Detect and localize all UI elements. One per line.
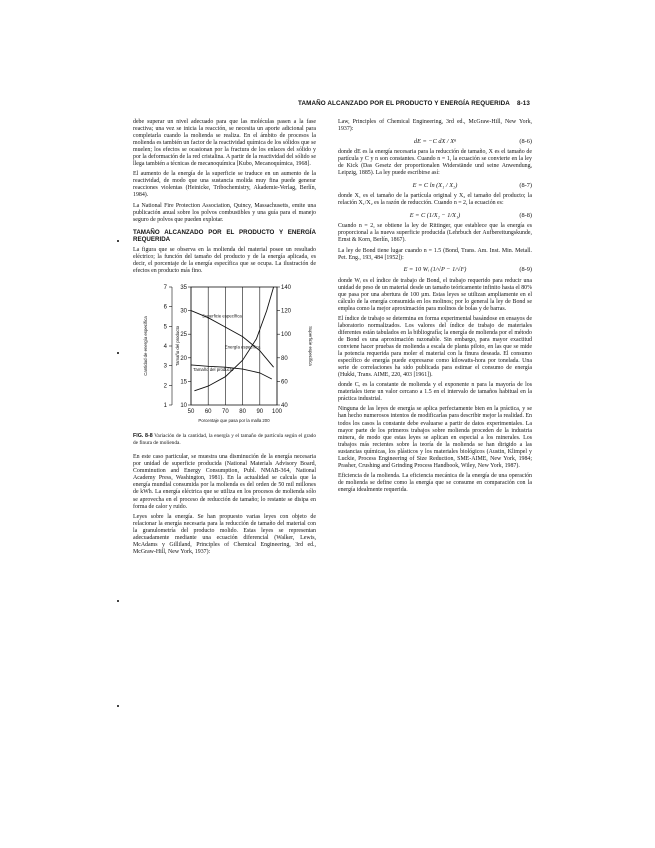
paragraph: El aumento de la energía de la superficie se traduce en un aumento de la reactividad, de modo que una sustancia molida muy fina puede generar reacciones violentas (Heinicke, Tribochemistry, Akademie-Verlag, Berlín, 1984). [133, 171, 316, 199]
paragraph: donde Wᵢ es el índice de trabajo de Bond, el trabajo requerido para reducir una unidad de peso de un material desde un tamaño teóricamente infinito hasta el 80% que pasa por una abertura de 100 µm. Estas leyes se utilizan ampliamente en el cálculo de la energía consumida en los molinos; por lo general la ley de Bond se emplea como la mejor aproximación para molinos de bolas y de barras. [338, 277, 532, 312]
y-axis-label-left-inner: Tamaño del producto [175, 326, 180, 367]
paragraph: Law, Principles of Chemical Engineering, 3rd ed., McGraw-Hill, New York, 1937): [338, 119, 532, 133]
curve-label: Superficie específica [202, 314, 242, 320]
x-tick-label: 80 [239, 409, 246, 416]
paragraph: La figura que se observa en la molienda del material posee un resultado eléctrico; la función del tamaño del producto y de la energía aplicada, es decir, el porcentaje de la energía específica que se ocupa. La ilustración de efectos en producto más fino. [133, 247, 316, 275]
curve-label: Tamaño del producto [193, 367, 234, 373]
y-tick-label: 7 [163, 285, 167, 292]
scan-mark [117, 705, 119, 707]
chart-svg [139, 279, 315, 431]
equation-4 [338, 265, 532, 275]
paragraph: Leyes sobre la energía. Se han propuesto varias leyes con objeto de relacionar la energía necesaria para la reducción de tamaño del material con la granulometría del producto molido. Estas leyes se representan adecuadamente mediante una ecuación diferencial (Walker, Lewis, McAdams y Gilliland, Principles of Chemical Engineering, 3rd ed., McGraw-Hill, New York, 1937): [133, 513, 316, 555]
y-tick-label: 3 [163, 364, 167, 371]
x-tick-label: 100 [271, 409, 283, 416]
figure-caption [133, 433, 316, 446]
equation-number: (8-8) [519, 211, 532, 219]
y-tick-label: 30 [180, 309, 187, 316]
equation-2 [338, 180, 532, 190]
left-column [133, 119, 316, 559]
equation-text: E = C ln (X₁ / X₂) [412, 181, 458, 189]
scan-mark [117, 600, 119, 602]
y-axis-label-left-outer: Cantidad de energía específica [143, 316, 148, 377]
y-tick-label: 100 [281, 332, 292, 339]
figure-chart [139, 279, 315, 431]
y-tick-label: 5 [163, 324, 167, 331]
paragraph: donde Cₑ es la constante de molienda y el exponente n para la mayoría de los materiales tiene un valor cercano a 1.5 en el intervalo de tamaños habitual en la práctica industrial. [338, 382, 532, 403]
equation-number: (8-9) [519, 266, 532, 274]
y-tick-label: 15 [180, 379, 187, 386]
y-tick-label: 20 [180, 356, 187, 363]
series-line [194, 287, 273, 391]
paragraph: La National Fire Protection Association, Quincy, Massachusetts, emite una publicación anual sobre los polvos combustibles y una guía para el manejo seguro de polvos que pueden explotar. [133, 202, 316, 223]
paragraph: donde X₁ es el tamaño de la partícula original y X₂ el tamaño del producto; la relación X₁/X₂ es la razón de reducción. Cuando n = 2, la ecuación es: [338, 193, 532, 207]
scan-mark [117, 240, 119, 242]
paragraph: La ley de Bond tiene lugar cuando n = 1.5 (Bond, Trans. Am. Inst. Min. Metall. Pet. Eng., 193, 484 [1952]): [338, 247, 532, 261]
equation-number: (8-7) [519, 181, 532, 189]
y-tick-label: 4 [163, 344, 167, 351]
y-tick-label: 140 [281, 285, 292, 292]
caption-text: Variación de la cantidad, la energía y el tamaño de partícula según el grado de finura de molienda. [133, 433, 316, 446]
y-tick-label: 35 [180, 285, 187, 292]
paragraph: donde dE es la energía necesaria para la reducción de tamaño, X es el tamaño de partícula y C y n son constantes. Cuando n = 1, la ecuación se convierte en la ley de Kick (Das Gesetz der proportionalen Widerstände und seine Anwendung, Leipzig, 1885). La ley puede escribirse así: [338, 149, 532, 177]
y-tick-label: 10 [180, 403, 187, 410]
equation-text: dE = −C dX / Xⁿ [413, 137, 457, 145]
equation-text: E = 10 Wᵢ (1/√P − 1/√F) [403, 266, 467, 274]
y-tick-label: 120 [281, 309, 292, 316]
paragraph: debe superar un nivel adecuado para que las moléculas pasen a la fase reactiva; una vez se inicia la reacción, se necesita un aporte adicional para completarla cuando la molienda se realiza. En el ámbito de procesos la molienda es también un factor de la reactividad química de los sólidos que se muelen; los efectos se ocasionan por la fractura de los enlaces del sólido y por la deformación de la red cristalina. A partir de la reactividad del sólido se llega también a técnicas de mecanoquímica [Kubo, Mecanoquímica, 1968]. [133, 119, 316, 168]
scan-mark [117, 352, 119, 354]
caption-label: FIG. 8-8 [133, 433, 153, 440]
y-tick-label: 1 [163, 403, 167, 410]
y-tick-label: 25 [180, 332, 187, 339]
x-tick-label: 50 [187, 409, 195, 416]
paragraph: Eficiencia de la molienda. La eficiencia mecánica de la energía de una operación de molienda se define como la energía que se consume en comparación con la energía idealmente requerida. [338, 472, 532, 493]
y-tick-label: 6 [163, 305, 167, 312]
section-heading: TAMAÑO ALCANZADO POR EL PRODUCTO Y ENERGÍA REQUERIDA [133, 228, 316, 243]
paragraph: Cuando n = 2, se obtiene la ley de Rittinger, que establece que la energía es proporcional a la nueva superficie producida (Lehrbuch der Aufbereitungskunde, Ernst & Korn, Berlín, 1867). [338, 223, 532, 244]
running-head-title: TAMAÑO ALCANZADO POR EL PRODUCTO Y ENERGÍA REQUERIDA [298, 100, 510, 107]
y-axis-label-right: Superficie específica [308, 326, 313, 367]
x-tick-label: 70 [222, 409, 229, 416]
y-tick-label: 60 [281, 379, 288, 386]
equation-1 [338, 136, 532, 146]
page-number: 8-13 [516, 100, 530, 107]
paragraph: En este caso particular, se muestra una disminución de la energía necesaria por unidad de superficie producida (National Materials Advisory Board, Comminution and Energy Consumption, Publ. NMAB-364, National Academy Press, Washington, 1981). En la actualidad se calcula que la energía mundial consumida por la molienda es del orden de 50 mil millones de kWh. La energía eléctrica que se utiliza en los procesos de molienda sólo se aprovecha en el proceso de reducción de tamaño; lo restante se disipa en forma de calor y ruido. [133, 454, 316, 510]
x-axis-label: Porcentaje que pasa por la malla 200 [198, 418, 270, 424]
equation-number: (8-6) [519, 137, 532, 145]
x-tick-label: 90 [256, 409, 264, 416]
y-tick-label: 40 [281, 403, 288, 410]
running-head [298, 100, 530, 107]
paragraph: El índice de trabajo se determina en forma experimental basándose en ensayos de laboratorio normalizados. Los valores del índice de trabajo de materiales diferentes están tabulados en la bibliografía; la energía de molienda por el método de Bond es una aproximación razonable. Sin embargo, para mayor exactitud conviene hacer pruebas de molienda a escala de planta piloto, en las que se mide la potencia requerida para moler el material con la finura deseada. El consumo específico de energía puede expresarse como kilowatts-hora por tonelada. Una serie de correlaciones ha sido publicada para estimar el consumo de energía (Hukki, Trans. AIME, 220, 403 [1961]). [338, 315, 532, 379]
equation-text: E = C (1/X₂ − 1/X₁) [409, 211, 461, 219]
paragraph: Ninguna de las leyes de energía se aplica perfectamente bien en la práctica, y se han hecho numerosos intentos de modificarlas para describir mejor la realidad. En todos los casos la constante debe evaluarse a partir de datos experimentales. La mayor parte de los primeros trabajos sobre molienda proceden de la industria minera, de modo que estas leyes se aplican en especial a los minerales. Los trabajos más recientes sobre la teoría de la molienda se han dirigido a las sustancias químicas, los plásticos y los materiales biológicos (Austin, Klimpel y Luckie, Process Engineering of Size Reduction, SME-AIME, New York, 1984; Prasher, Crushing and Grinding Process Handbook, Wiley, New York, 1987). [338, 406, 532, 469]
equation-3 [338, 210, 532, 220]
curve-label: Energía específica [224, 344, 261, 350]
y-tick-label: 2 [163, 383, 167, 390]
x-tick-label: 60 [204, 409, 212, 416]
right-column [338, 119, 532, 497]
series-line [191, 311, 274, 368]
y-tick-label: 80 [281, 356, 288, 363]
